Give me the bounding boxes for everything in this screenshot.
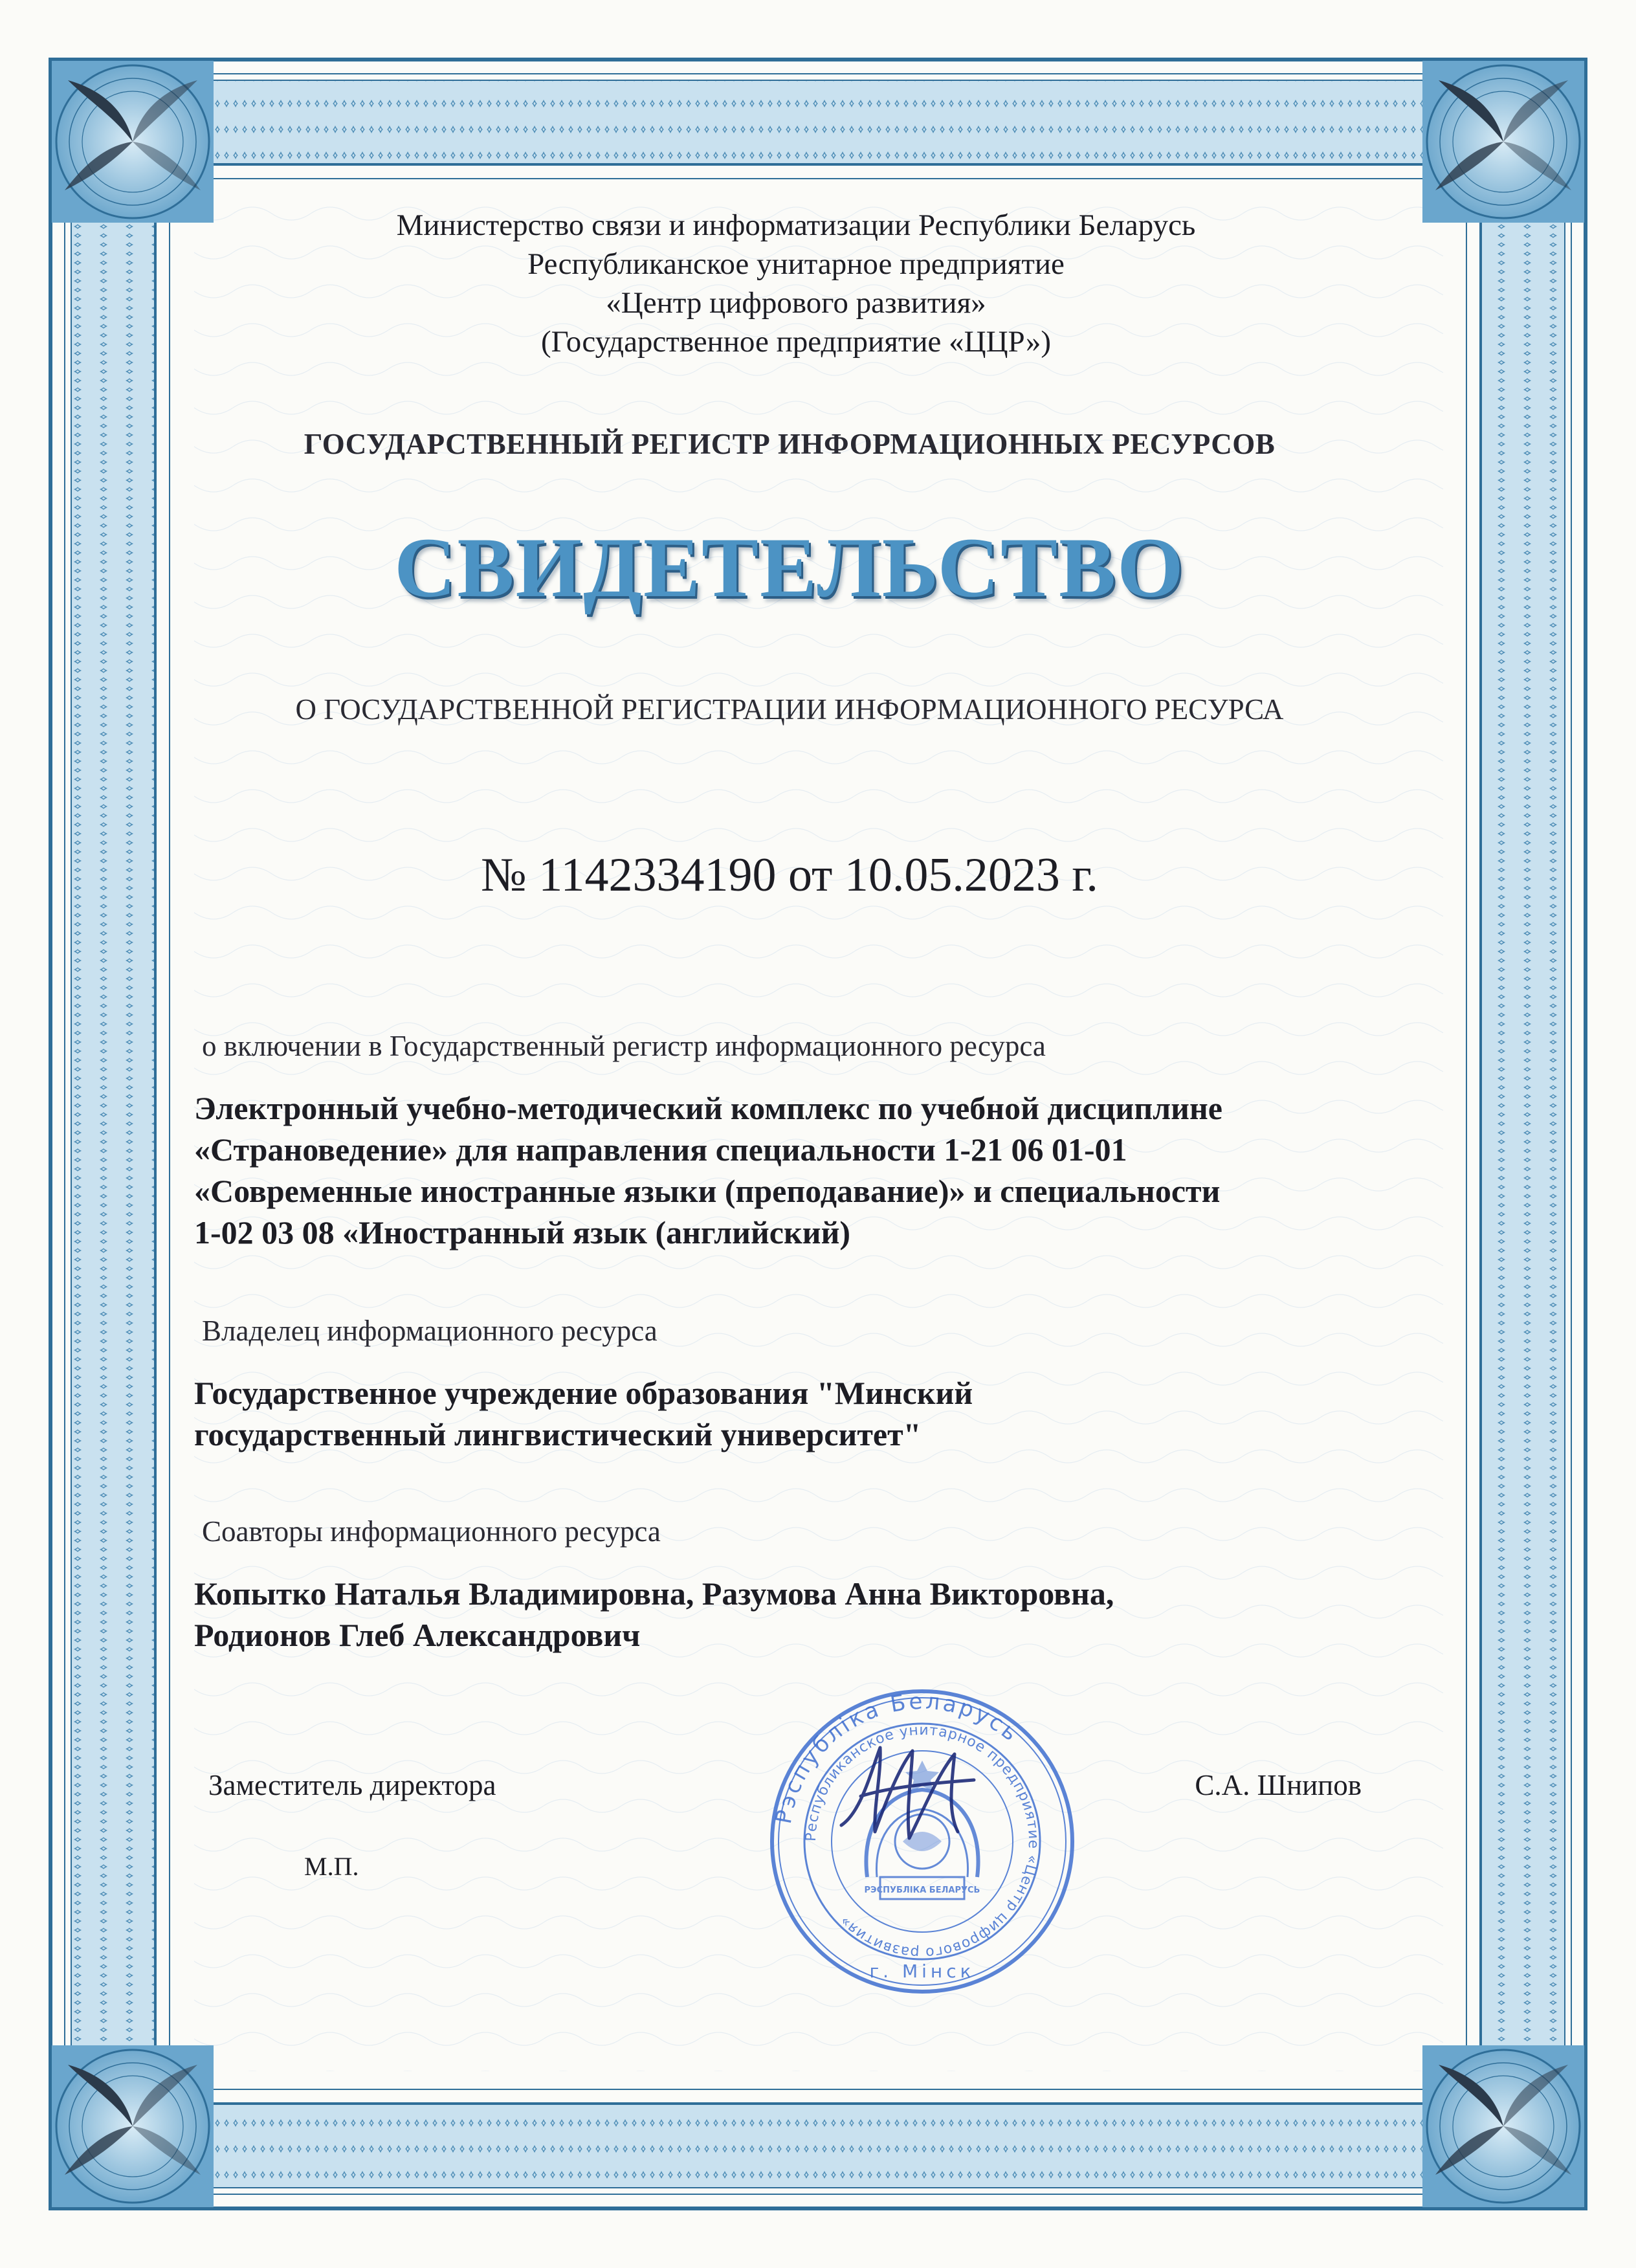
coauthors-label: Соавторы информационного ресурса: [202, 1515, 661, 1548]
resource-title-line: Электронный учебно-методический комплекс по учебной дисциплине: [194, 1090, 1222, 1126]
issuer-short-name: (Государственное предприятие «ЦЦР»): [541, 325, 1051, 359]
owner-name: [194, 1372, 1391, 1455]
register-title: ГОСУДАРСТВЕННЫЙ РЕГИСТР ИНФОРМАЦИОННЫХ РЕСУРСОВ: [304, 428, 1276, 460]
seal-inner-text: Республиканское унитарное предприятие «Центр цифрового развития»: [802, 1722, 1042, 1961]
owner-label: Владелец информационного ресурса: [202, 1315, 658, 1347]
signatory-name: С.А. Шнипов: [1195, 1769, 1362, 1801]
coauthors-line: Родионов Глеб Александрович: [194, 1617, 641, 1653]
resource-title-line: «Страноведение» для направления специальности 1-21 06 01-01: [194, 1131, 1127, 1168]
certificate-title: СВИДЕТЕЛЬСТВО: [394, 520, 1185, 615]
owner-name-line: государственный лингвистический университет": [194, 1416, 922, 1452]
certificate-subtitle: О ГОСУДАРСТВЕННОЙ РЕГИСТРАЦИИ ИНФОРМАЦИОННОГО РЕСУРСА: [295, 693, 1284, 726]
handwritten-signature: [835, 1735, 984, 1851]
coauthors-line: Копытко Наталья Владимировна, Разумова Анна Викторовна,: [194, 1575, 1114, 1612]
issuer-enterprise-type: Республиканское унитарное предприятие: [527, 247, 1065, 281]
signatory-role: Заместитель директора: [208, 1769, 496, 1801]
issuer-ministry: Министерство связи и информатизации Республики Беларусь: [396, 208, 1196, 242]
resource-title-line: 1-02 03 08 «Иностранный язык (английский): [194, 1214, 851, 1251]
issuer-block: [194, 206, 1398, 361]
owner-name-line: Государственное учреждение образования "Минский: [194, 1375, 973, 1411]
issuer-enterprise-name: «Центр цифрового развития»: [606, 286, 986, 320]
emblem-caption: РЭСПУБЛІКА БЕЛАРУСЬ: [864, 1885, 980, 1895]
stamp-place-label: М.П.: [304, 1852, 359, 1881]
resource-title-line: «Современные иностранные языки (преподавание)» и специальности: [194, 1173, 1221, 1209]
seal-city: г. Мінск: [869, 1961, 975, 1982]
coauthors-names: [194, 1573, 1391, 1656]
seal-outer-text: Рэспубліка Беларусь: [770, 1688, 1025, 1826]
resource-label: о включении в Государственный регистр информационного ресурса: [202, 1030, 1046, 1062]
resource-title: [194, 1087, 1391, 1253]
certificate-number: № 1142334190 от 10.05.2023 г.: [481, 849, 1098, 902]
